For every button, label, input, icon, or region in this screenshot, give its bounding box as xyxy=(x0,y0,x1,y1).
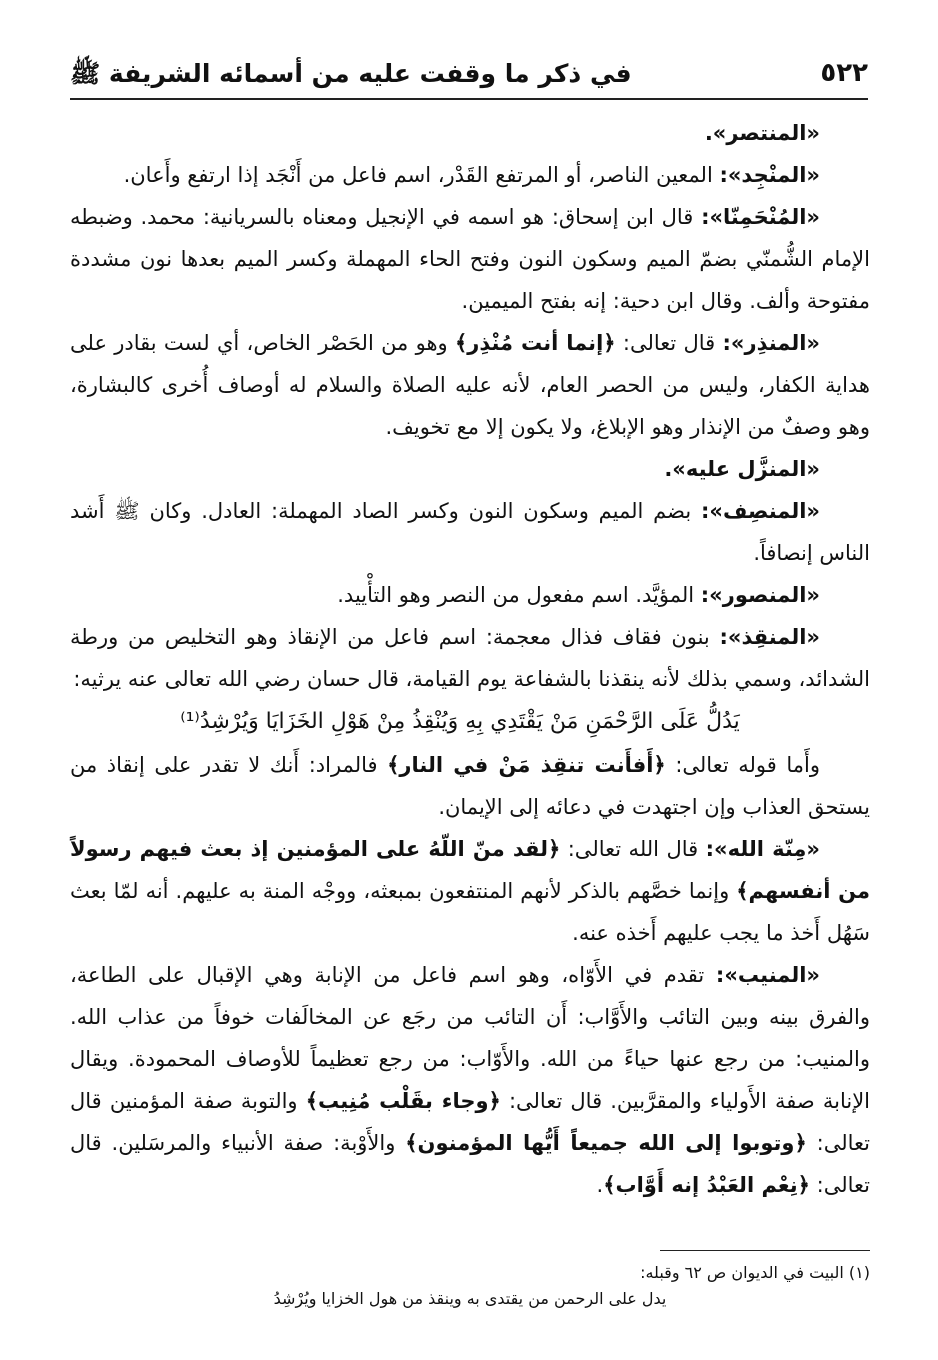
header-rule xyxy=(70,98,868,100)
entry-text: قال الله تعالى: xyxy=(560,837,706,861)
entry-text: وأَما قوله تعالى: xyxy=(665,753,820,777)
entry-term: «المنذِر»: xyxy=(722,331,820,355)
entry-text: بضم الميم وسكون النون وكسر الصاد المهملة: العادل. وكان ﷺ أَشد الناس إنصافاً. xyxy=(70,499,870,565)
entry-afaanta xyxy=(70,744,870,828)
page-number: ٥٢٢ xyxy=(820,58,868,88)
quran-quote: ﴿لقد منّ اللّهُ على المؤمنين إذ بعث فيهم رسولاً من أنفسهم﴾ xyxy=(70,837,871,903)
entry-text: وإنما خصَّهم بالذكر لأنهم المنتفعون بمبعثه، ووجْه المنة به عليهم. أنه لمّا بعث سَهُل أَخذ ما يجب عليهم أَخذه عنه. xyxy=(70,879,870,945)
entry-term: «المنقِذ»: xyxy=(719,625,820,649)
quran-quote: ﴿نِعْم العَبْدُ إنه أَوَّاب﴾ xyxy=(603,1173,810,1197)
footnote-poem: يدل على الرحمن من يقتدى به وينقذ من هول الخزايا ويُرْشِدُ xyxy=(273,1289,667,1308)
entry-munqidh xyxy=(70,616,870,700)
entry-text: بنون فقاف فذال معجمة: اسم فاعل من الإنقاذ وهو التخليص من ورطة الشدائد، وسمي بذلك لأنه ينقذنا بالشفاعة يوم القيامة، قال حسان رضي الله تعالى عنه يرثيه: xyxy=(70,625,870,691)
entry-text: فالمراد: أَنك لا تقدر على إنقاذ من يستحق العذاب وإن اجتهدت في دعائه إلى الإيمان. xyxy=(70,753,870,819)
quran-quote: ﴿وجاء بقَلْب مُنِيب﴾ xyxy=(305,1089,501,1113)
entry-text: . xyxy=(596,1173,604,1197)
entry-munib xyxy=(70,954,870,1206)
entry-term: «المنصور»: xyxy=(700,583,820,607)
entry-munazzal xyxy=(70,448,870,490)
entry-term: «المنصِف»: xyxy=(701,499,820,523)
entry-text: وهو من الحَصْر الخاص، أي لست بقادر على هداية الكفار، وليس من الحصر العام، لأنه عليه الصلاة والسلام له أوصاف أُخرى كالبشارة، وهو وصفٌ من الإنذار وهو الإبلاغ، ولا يكون إلا مع تخويف. xyxy=(70,331,870,439)
entry-text: قال تعالى: xyxy=(615,331,723,355)
entry-term: «المنيب»: xyxy=(715,963,820,987)
entry-munsif xyxy=(70,490,870,574)
footnotes xyxy=(70,1260,870,1312)
entry-munjid xyxy=(70,154,870,196)
quran-quote: ﴿إنما أنت مُنْذِر﴾ xyxy=(454,331,616,355)
entry-text: المؤيَّد. اسم مفعول من النصر وهو التأْييد. xyxy=(337,583,701,607)
entry-term: «المُنْحَمِنّا»: xyxy=(701,205,820,229)
running-title: في ذكر ما وقفت عليه من أسمائه الشريفة ﷺ xyxy=(70,59,632,88)
entry-term: «المنْجِد»: xyxy=(719,163,820,187)
entry-muntasir xyxy=(70,112,870,154)
main-text xyxy=(70,112,870,1206)
entry-term: «المنزَّل عليه». xyxy=(664,457,820,481)
entry-text: المعين الناصر، أو المرتفع القَدْر، اسم فاعل من أَنْجَد إذا ارتفع وأَعان. xyxy=(123,163,720,187)
quran-quote: ﴿أَفأَنت تنقِذ مَنْ في النار﴾ xyxy=(387,753,666,777)
entry-text: والأَوْبة: صفة الأنبياء والمرسَلين. قال تعالى: xyxy=(70,1131,870,1197)
entry-mansur xyxy=(70,574,870,616)
entry-munhamanna xyxy=(70,196,870,322)
entry-minnat-allah xyxy=(70,828,870,954)
entry-text: تقدم في الأَوّاه، وهو اسم فاعل من الإنابة وهي الإقبال على الطاعة، والفرق بينه وبين التائب والأَوَّاب: أَن التائب من رجَع عن المخالَفات خوفاً من عذاب الله. والمنيب: من رجع عنها حياءً من الله. والأَوّاب: من رجع تعظيماً للأوصاف المحمودة. ويقال الإنابة صفة الأَولياء والمقرَّبين. قال تعالى: xyxy=(70,963,871,1113)
page-header xyxy=(70,54,868,98)
entry-text: والتوبة صفة المؤمنين قال تعالى: xyxy=(70,1089,870,1155)
footnote-rule xyxy=(660,1250,870,1251)
poem-verse: يَدُلُّ عَلَى الرَّحْمَنِ مَنْ يَقْتَدِي بِهِ وَيُنْقِذُ مِنْ هَوْلِ الخَزَايَا وَيُرْشِدُ⁽¹⁾ xyxy=(180,709,740,734)
entry-mundhir xyxy=(70,322,870,448)
quran-quote: ﴿وتوبوا إلى الله جميعاً أَيُّها المؤمنون﴾ xyxy=(405,1131,807,1155)
footnote-1: (١) البيت في الديوان ص ٦٢ وقبله: xyxy=(640,1263,870,1282)
entry-text: قال ابن إسحاق: هو اسمه في الإنجيل ومعناه بالسريانية: محمد. وضبطه الإمام الشُّمنّي بضمّ الميم وسكون النون وفتح الحاء المهملة وكسر الميم بعدها نون مشددة مفتوحة وألف. وقال ابن دحية: إنه بفتح الميمين. xyxy=(70,205,870,313)
entry-term: «المنتصر». xyxy=(704,121,820,145)
entry-term: «مِنّة الله»: xyxy=(705,837,820,861)
